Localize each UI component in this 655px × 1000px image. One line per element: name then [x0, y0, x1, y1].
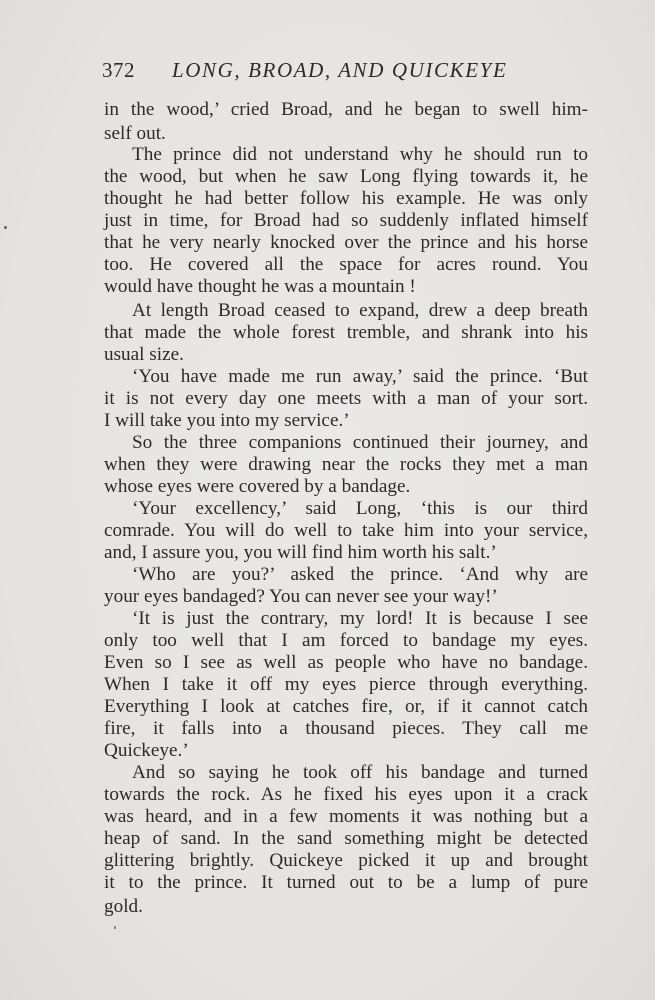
text-line: At length Broad ceased to expand, drew a deep breath — [132, 300, 588, 321]
text-line: ‘It is just the contrary, my lord! It is because I see — [132, 608, 588, 629]
running-title: LONG, BROAD, AND QUICKEYE — [172, 58, 508, 82]
text-line: and, I assure you, you will find him worth his salt.’ — [104, 542, 497, 563]
page-header — [102, 58, 522, 88]
text-line: Quickeye.’ — [104, 740, 189, 761]
text-line: usual size. — [104, 344, 184, 365]
text-line: Everything I look at catches fire, or, if it cannot catch — [104, 696, 588, 717]
text-line: comrade. You will do well to take him into your service, — [104, 520, 588, 541]
text-line: The prince did not understand why he should run to — [132, 144, 588, 165]
text-line: would have thought he was a mountain ! — [104, 276, 416, 297]
text-line: When I take it off my eyes pierce through everything. — [104, 674, 588, 695]
text-line: And so saying he took off his bandage and turned — [132, 762, 588, 783]
text-line: was heard, and in a few moments it was nothing but a — [104, 806, 588, 827]
text-line: fire, it falls into a thousand pieces. They call me — [104, 718, 588, 739]
text-line: ‘You have made me run away,’ said the prince. ‘But — [132, 366, 588, 387]
text-line: towards the rock. As he fixed his eyes upon it a crack — [104, 784, 588, 805]
text-line: that made the whole forest tremble, and shrank into his — [104, 322, 588, 343]
text-line: that he very nearly knocked over the prince and his horse — [104, 232, 588, 253]
text-line: ‘Who are you?’ asked the prince. ‘And why are — [132, 564, 588, 585]
text-line: only too well that I am forced to bandage my eyes. — [104, 630, 588, 651]
ink-speck — [4, 226, 7, 229]
text-line: gold. — [104, 896, 143, 917]
text-line: Even so I see as well as people who have no bandage. — [104, 652, 588, 673]
text-line: in the wood,’ cried Broad, and he began to swell him- — [104, 99, 588, 120]
ink-speck — [114, 926, 116, 929]
text-line: when they were drawing near the rocks they met a man — [104, 454, 588, 475]
text-line: it to the prince. It turned out to be a lump of pure — [104, 872, 588, 893]
text-line: just in time, for Broad had so suddenly inflated himself — [104, 210, 588, 231]
text-line: ‘Your excellency,’ said Long, ‘this is our third — [132, 498, 588, 519]
text-line: I will take you into my service.’ — [104, 410, 350, 431]
text-line: self out. — [104, 123, 166, 144]
text-line: too. He covered all the space for acres round. You — [104, 254, 588, 275]
text-line: glittering brightly. Quickeye picked it up and brought — [104, 850, 588, 871]
text-line: thought he had better follow his example. He was only — [104, 188, 588, 209]
text-line: the wood, but when he saw Long flying towards it, he — [104, 166, 588, 187]
text-line: your eyes bandaged? You can never see your way!’ — [104, 586, 498, 607]
text-line: it is not every day one meets with a man of your sort. — [104, 388, 588, 409]
text-line: heap of sand. In the sand something might be detected — [104, 828, 588, 849]
text-line: whose eyes were covered by a bandage. — [104, 476, 411, 497]
page-number: 372 — [102, 58, 135, 82]
text-line: So the three companions continued their journey, and — [132, 432, 588, 453]
